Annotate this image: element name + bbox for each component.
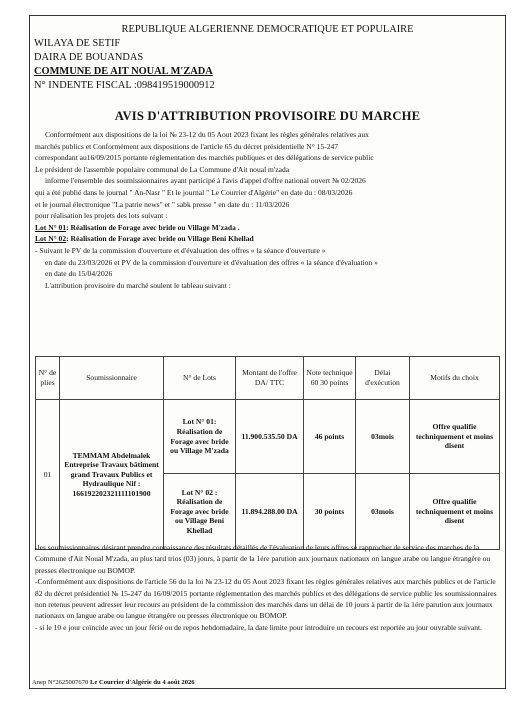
fiscal-id-line: N° INDENTE FISCAL :098419519000912 <box>34 80 215 91</box>
attribution-table <box>35 356 500 550</box>
anep-number: Anep N°2625007670 <box>32 679 89 686</box>
body-line: - Suivant le PV de la commission d'ouverture et d'évaluation des offres « la séance d'ouverture » <box>35 245 326 255</box>
lot-2-label: Lot N° 02 <box>35 234 67 244</box>
lot-1-text: : Réalisation de Forage avec bride ou Village M'zada . <box>66 222 240 232</box>
body-line: en date du 15/04/2026 <box>45 269 113 279</box>
delay-cell: 03mois <box>356 400 410 474</box>
amount-cell: 11.900.535.50 DA <box>236 400 304 474</box>
body-line: et le journal électronique "La patrie news" et " sabk presse " en date du : 11/03/2026 <box>35 199 290 209</box>
wilaya-line: WILAYA DE SETIF <box>34 38 121 49</box>
notice-page <box>29 15 506 689</box>
daira-line: DAIRA DE BOUANDAS <box>34 52 144 63</box>
footer-paragraph: -les soumissionnaires désirant prendre connaissance des résultats détaillés de l'évaluation de leurs offres se rapprocher de service des marches de la Commune d'Ait Noual M'zada, au plus tard trios (03) jours, à partir de la 1ére parution aux journaux nationaux on langue arabe ou langue étrangère ou presses électronique ou BOMOP. <box>35 543 491 575</box>
body-line: Conformément aux dispositions de la loi № 23-12 du 05 Aout 2023 fixant les règles générales relatives aux <box>45 130 369 139</box>
delay-cell: 03mois <box>356 474 410 550</box>
lot-1-line <box>35 222 500 234</box>
table-header-row <box>36 357 500 400</box>
body-line: marchés publics et Conformément aux dispositions de l'article 65 du décret présidentielle N° 15-247 <box>35 141 339 151</box>
footer-paragraph: -Conformément aux dispositions de l'article 56 du la loi № 23-12 du 05 Aout 2023 fixant les règles générales relatives aux marchés publics et de l'article 82 du décret présidentiel № 15-247 du 16/09/2015 portante réglementation des marchés publics et des délégations de service public les soumissionnaires non retenus peuvent adresser leur recours au président de la commission des marchés dans un délai de 10 jours à partir de la 1ére parution aux journaux nationaux on langue arabe ou langue étrangère ou presses électronique ou BOMOP. <box>35 577 497 621</box>
body-line: informe l'ensemble des soumissionnaires ayant participé à l'avis d'appel d'offre national ouvert № 02/2026 <box>45 176 366 186</box>
motif-cell: Offre qualifie techniquement et moins disent <box>410 474 500 550</box>
amount-cell: 11.894.288.00 DA <box>236 474 304 550</box>
column-header: N° de Lots <box>164 357 236 400</box>
body-line: qui a été publié dans le journal " An-Nasr " Et le journal " Le Courrier d'Algérie" en date du : 08/03/2026 <box>35 187 353 197</box>
column-header: Soumissionnaire <box>60 357 164 400</box>
body-line: en date du 23/03/2026 et PV de la commission d'ouverture et d'évaluation des offres « la séance d'évaluation » <box>45 257 378 267</box>
body-line: pour réalisation les projets des lots suivant : <box>35 211 168 221</box>
lot-2-line <box>35 233 500 245</box>
column-header: Montant de l'offre DA/ TTC <box>236 357 304 400</box>
lot-cell: Lot N° 02 : Réalisation de Forage avec bride ou Village Beni Khellad <box>164 474 236 550</box>
column-header: N° de plies <box>36 357 60 400</box>
bidder-cell: TEMMAM Abdelmalek Entreprise Travaux bâtiment grand Travaux Publics et Hydraulique Nif : 166192202321111101900 <box>60 400 164 550</box>
note-cell: 46 points <box>304 400 356 474</box>
footer-paragraph: - si le 10 e jour coïncide avec un jour férié ou de repos hebdomadaire, la date limite pour introduire un recours est reportée au jour ouvrable suivant. <box>35 622 482 632</box>
notice-body <box>35 129 500 291</box>
note-cell: 30 points <box>304 474 356 550</box>
lot-2-text: : Réalisation de Forage avec bride ou Village Beni Khellad <box>66 234 254 244</box>
column-header: Délai d'exécution <box>356 357 410 400</box>
body-line: Le président de l'assemble populaire communal de La Commune d'Ait noual m'zada <box>35 164 290 174</box>
republic-heading: REPUBLIQUE ALGERIENNE DEMOCRATIQUE ET POPULAIRE <box>121 24 414 35</box>
notice-footer <box>35 542 501 633</box>
pli-number-cell: 01 <box>36 400 60 550</box>
motif-cell: Offre qualifie techniquement et moins disent <box>410 400 500 474</box>
notice-title: AVIS D'ATTRIBUTION PROVISOIRE DU MARCHE <box>114 109 421 123</box>
anep-reference <box>32 679 195 686</box>
body-line: correspondant au16/09/2015 portante réglementation des marchés publiques et des délégations de service public <box>35 153 374 163</box>
lot-cell: Lot N° 01: Réalisation de Forage avec bride ou Village M'zada <box>164 400 236 474</box>
commune-line: COMMUNE DE AIT NOUAL M'ZADA <box>34 66 213 77</box>
table-row <box>36 400 500 474</box>
body-line: L'attribution provisoire du marché soulent le tableau suivant : <box>45 280 231 290</box>
column-header: Note technique 60 30 points <box>304 357 356 400</box>
column-header: Motifs du choix <box>410 357 500 400</box>
anep-publication: Le Courrier d'Algérie du 4 août 2026 <box>89 679 195 686</box>
lot-1-label: Lot N° 01 <box>35 222 67 232</box>
